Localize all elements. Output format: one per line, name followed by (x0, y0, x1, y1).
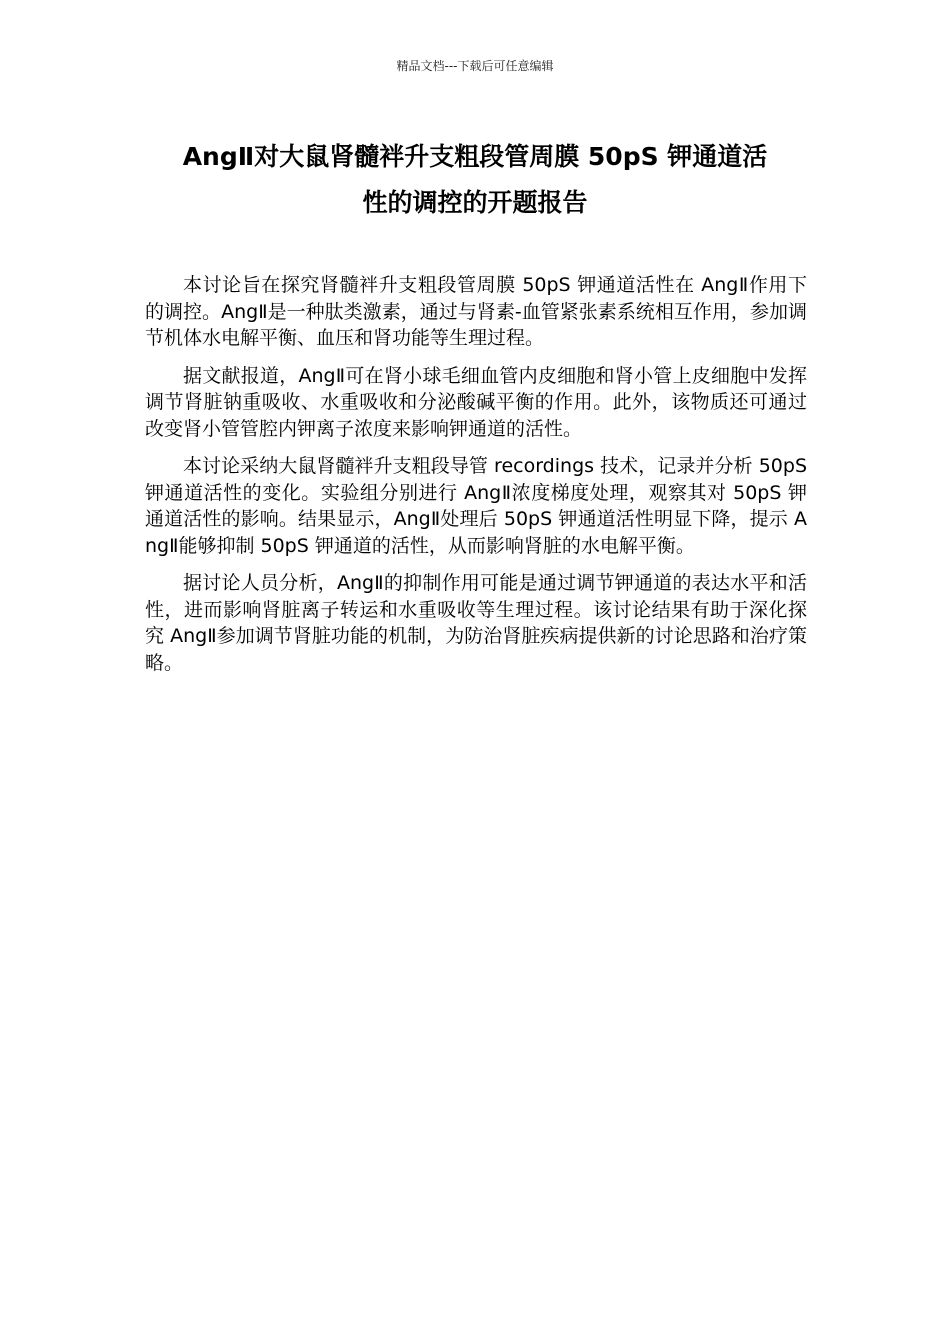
document-title (140, 134, 810, 226)
title-line-1: AngⅡ对大鼠肾髓袢升支粗段管周膜 50pS 钾通道活 (182, 142, 768, 171)
paragraph-4: 据讨论人员分析，AngⅡ的抑制作用可能是通过调节钾通道的表达水平和活性，进而影响肾脏离子转运和水重吸收等生理过程。该讨论结果有助于深化探究 AngⅡ参加调节肾脏功能的机制，为防治肾脏疾病提供新的讨论思路和治疗策略。 (145, 572, 807, 674)
paragraph-2: 据文献报道，AngⅡ可在肾小球毛细血管内皮细胞和肾小管上皮细胞中发挥调节肾脏钠重吸收、水重吸收和分泌酸碱平衡的作用。此外，该物质还可通过改变肾小管管腔内钾离子浓度来影响钾通道的活性。 (145, 364, 807, 440)
paragraph-1: 本讨论旨在探究肾髓袢升支粗段管周膜 50pS 钾通道活性在 AngⅡ作用下的调控。AngⅡ是一种肽类激素，通过与肾素-血管紧张素系统相互作用，参加调节机体水电解平衡、血压和肾功能等生理过程。 (145, 274, 807, 349)
document-body (145, 272, 807, 687)
title-line-2: 性的调控的开题报告 (362, 188, 588, 217)
header-note: 精品文档---下载后可任意编辑 (396, 59, 554, 73)
paragraph-3: 本讨论采纳大鼠肾髓袢升支粗段导管 recordings 技术，记录并分析 50pS 钾通道活性的变化。实验组分别进行 AngⅡ浓度梯度处理，观察其对 50pS 钾通道活性的影响。结果显示，AngⅡ处理后 50pS 钾通道活性明显下降，提示 AngⅡ能够抑制 50pS 钾通道的活性，从而影响肾脏的水电解平衡。 (145, 455, 807, 557)
